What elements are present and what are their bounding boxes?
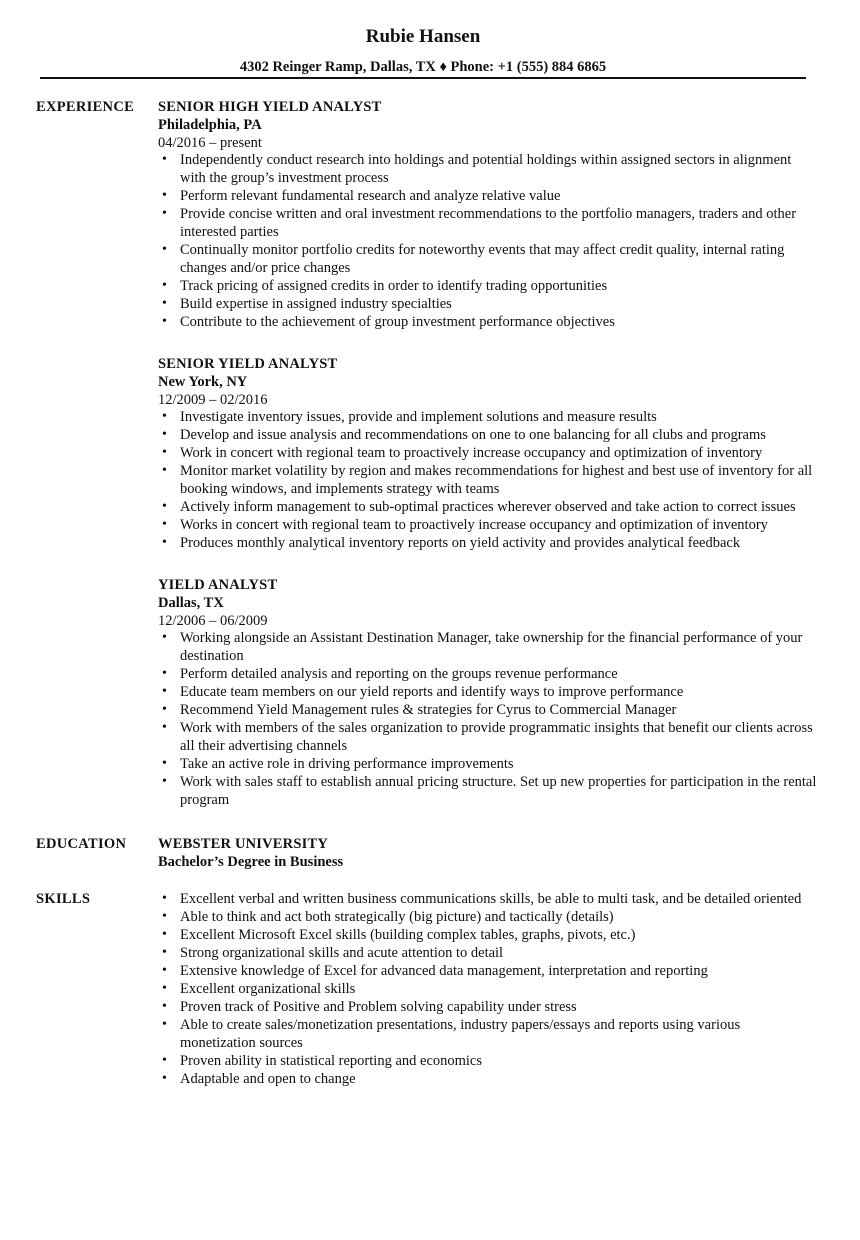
job-location: Dallas, TX [158, 595, 224, 611]
bullet-item: • Work with members of the sales organization to provide programmatic insights that benefit our clients across all their advertising channels [158, 719, 818, 755]
education-body [158, 835, 818, 872]
bullet-item: • Perform relevant fundamental research and analyze relative value [158, 187, 818, 205]
skills-list [158, 890, 818, 1088]
job-entry [158, 576, 818, 809]
skill-item: • Strong organizational skills and acute attention to detail [158, 944, 818, 962]
job-dates: 04/2016 – present [158, 135, 262, 151]
education-heading: EDUCATION [36, 836, 127, 852]
job-title: SENIOR HIGH YIELD ANALYST [158, 99, 382, 115]
bullet-item: • Work with sales staff to establish annual pricing structure. Set up new properties for participation in the rental program [158, 773, 818, 809]
bullet-item: • Take an active role in driving performance improvements [158, 755, 818, 773]
skill-item: • Excellent organizational skills [158, 980, 818, 998]
skill-item: • Excellent verbal and written business communications skills, be able to multi task, and be detailed oriented [158, 890, 818, 908]
skills-heading: SKILLS [36, 891, 91, 907]
bullet-item: • Investigate inventory issues, provide and implement solutions and measure results [158, 408, 818, 426]
header-divider [40, 77, 806, 79]
bullet-item: • Continually monitor portfolio credits for noteworthy events that may affect credit quality, internal rating changes and/or price changes [158, 241, 818, 277]
bullet-item: • Works in concert with regional team to proactively increase occupancy and optimization of inventory [158, 516, 818, 534]
job-bullets [158, 629, 818, 809]
job-dates: 12/2006 – 06/2009 [158, 613, 268, 629]
bullet-item: • Provide concise written and oral investment recommendations to the portfolio managers, traders and other interested parties [158, 205, 818, 241]
job-location: Philadelphia, PA [158, 117, 262, 133]
bullet-item: • Produces monthly analytical inventory reports on yield activity and provides analytical feedback [158, 534, 818, 552]
job-entry [158, 98, 818, 331]
job-title: SENIOR YIELD ANALYST [158, 356, 338, 372]
experience-heading: EXPERIENCE [36, 99, 135, 115]
bullet-item: • Contribute to the achievement of group investment performance objectives [158, 313, 818, 331]
candidate-name: Rubie Hansen [365, 26, 481, 47]
experience-body [158, 98, 818, 833]
bullet-item: • Recommend Yield Management rules & strategies for Cyrus to Commercial Manager [158, 701, 818, 719]
bullet-item: • Work in concert with regional team to proactively increase occupancy and optimization of inventory [158, 444, 818, 462]
bullet-item: • Track pricing of assigned credits in order to identify trading opportunities [158, 277, 818, 295]
skill-item: • Proven track of Positive and Problem solving capability under stress [158, 998, 818, 1016]
skill-item: • Extensive knowledge of Excel for advanced data management, interpretation and reporting [158, 962, 818, 980]
skill-item: • Proven ability in statistical reporting and economics [158, 1052, 818, 1070]
skill-item: • Adaptable and open to change [158, 1070, 818, 1088]
degree: Bachelor’s Degree in Business [158, 854, 344, 870]
job-entry [158, 355, 818, 552]
job-location: New York, NY [158, 374, 248, 390]
bullet-item: • Working alongside an Assistant Destination Manager, take ownership for the financial performance of your destination [158, 629, 818, 665]
bullet-item: • Perform detailed analysis and reporting on the groups revenue performance [158, 665, 818, 683]
skills-body [158, 890, 818, 1088]
skill-item: • Able to think and act both strategically (big picture) and tactically (details) [158, 908, 818, 926]
job-title: YIELD ANALYST [158, 577, 278, 593]
bullet-item: • Monitor market volatility by region and makes recommendations for highest and best use of inventory for all booking windows, and implements strategy with teams [158, 462, 818, 498]
bullet-item: • Independently conduct research into holdings and potential holdings within assigned sectors in alignment with the group’s investment process [158, 151, 818, 187]
bullet-item: • Actively inform management to sub-optimal practices wherever observed and take action to correct issues [158, 498, 818, 516]
job-bullets [158, 408, 818, 552]
job-bullets [158, 151, 818, 331]
skill-item: • Excellent Microsoft Excel skills (building complex tables, graphs, pivots, etc.) [158, 926, 818, 944]
bullet-item: • Build expertise in assigned industry specialties [158, 295, 818, 313]
bullet-item: • Educate team members on our yield reports and identify ways to improve performance [158, 683, 818, 701]
contact-line: 4302 Reinger Ramp, Dallas, TX ♦ Phone: +1 (555) 884 6865 [239, 59, 607, 75]
bullet-item: • Develop and issue analysis and recommendations on one to one balancing for all clubs and programs [158, 426, 818, 444]
school-name: WEBSTER UNIVERSITY [158, 836, 328, 852]
job-dates: 12/2009 – 02/2016 [158, 392, 268, 408]
skill-item: • Able to create sales/monetization presentations, industry papers/essays and reports using various monetization sources [158, 1016, 818, 1052]
